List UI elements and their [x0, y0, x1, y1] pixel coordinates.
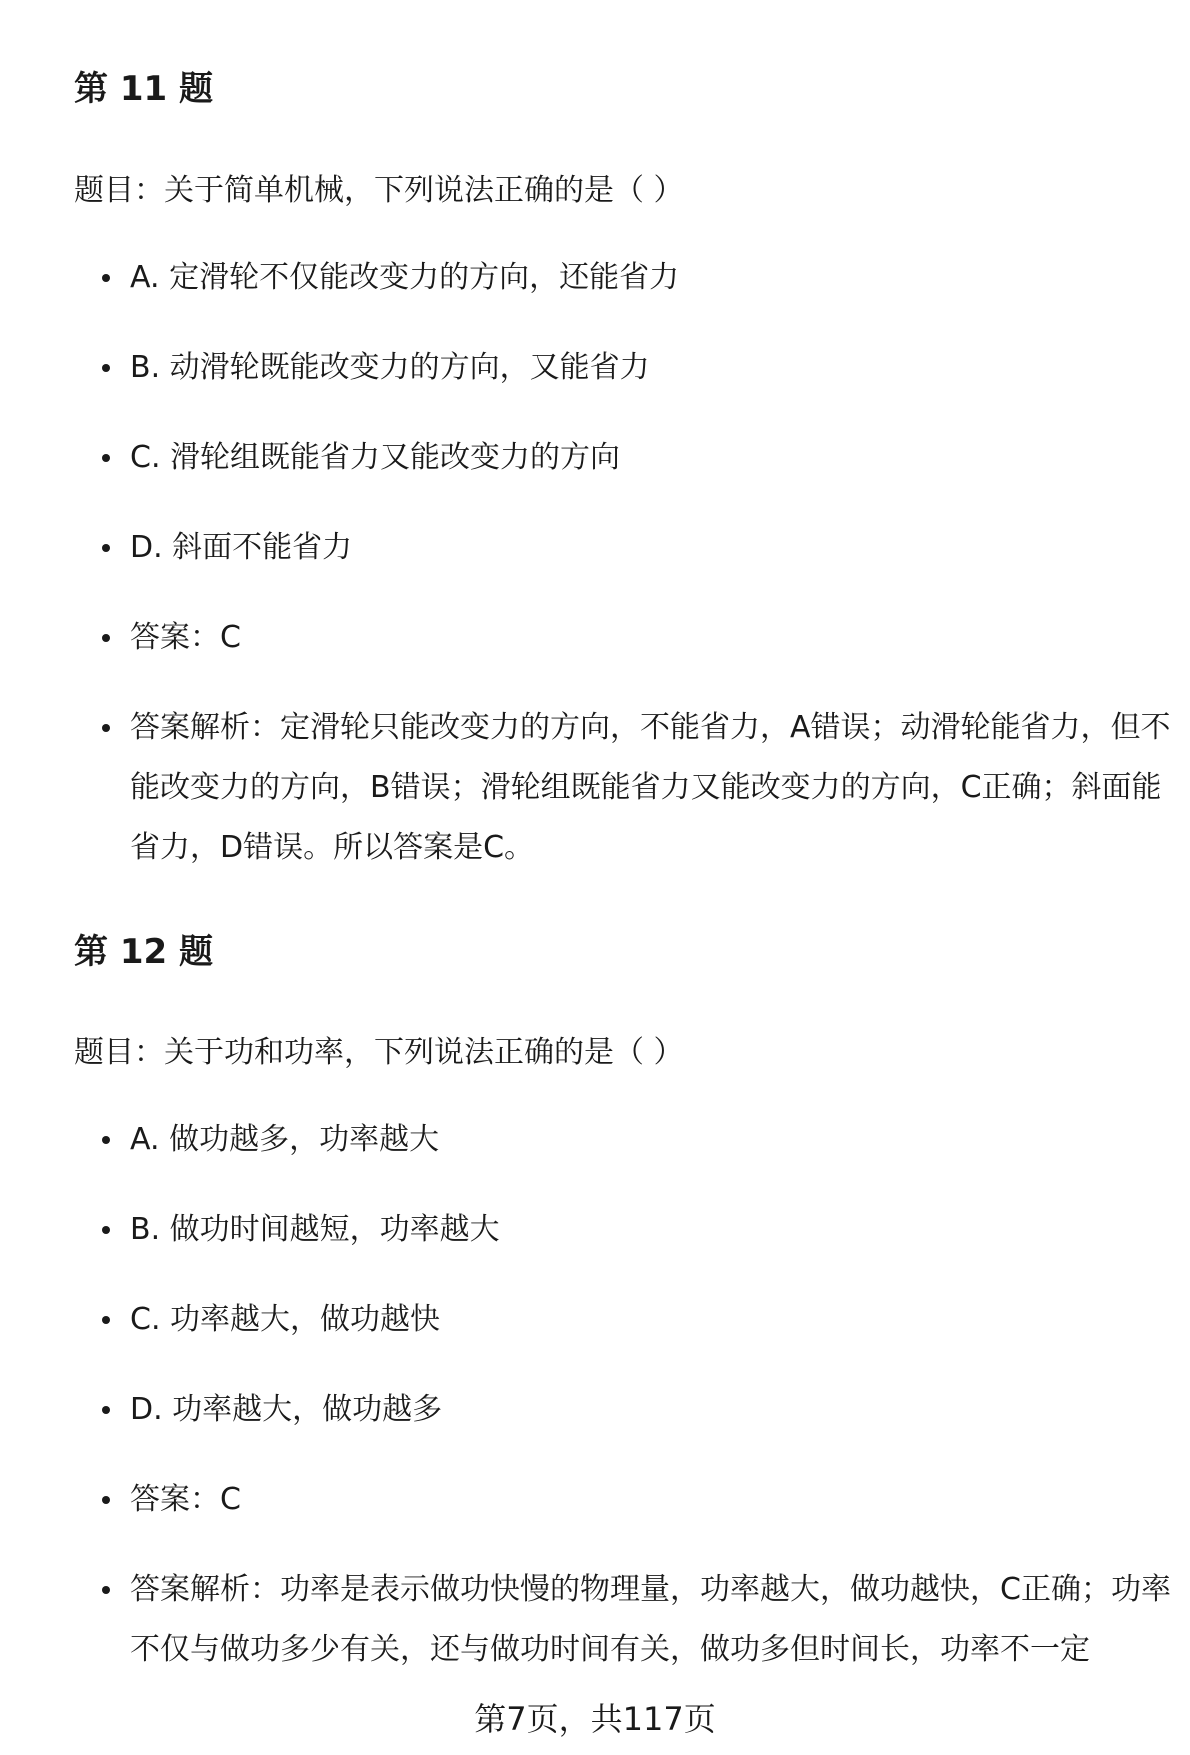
- question-title: 第 11 题: [74, 69, 213, 109]
- bullet-icon: [102, 1226, 110, 1234]
- page-footer: 第7页，共117页: [474, 1700, 716, 1738]
- option-item: [102, 1380, 1172, 1440]
- option-text: B. 动滑轮既能改变力的方向，又能省力: [130, 350, 650, 385]
- option-item: [102, 1110, 1172, 1170]
- option-text: B. 做功时间越短，功率越大: [130, 1212, 500, 1247]
- question-stem: 题目：关于功和功率，下列说法正确的是（ ）: [74, 1035, 684, 1070]
- bullet-icon: [102, 1136, 110, 1144]
- bullet-icon: [102, 274, 110, 282]
- option-item: [102, 338, 1172, 398]
- answer-item: [102, 1470, 1172, 1530]
- option-text: A. 做功越多，功率越大: [130, 1122, 440, 1157]
- option-text: C. 滑轮组既能省力又能改变力的方向: [130, 440, 621, 475]
- option-item: [102, 428, 1172, 488]
- explanation-item: [102, 1560, 1172, 1680]
- explanation-item: [102, 698, 1172, 878]
- option-text: D. 斜面不能省力: [130, 530, 353, 565]
- option-item: [102, 518, 1172, 578]
- option-item: [102, 1200, 1172, 1260]
- option-text: A. 定滑轮不仅能改变力的方向，还能省力: [130, 260, 680, 295]
- bullet-icon: [102, 1496, 110, 1504]
- answer-text: 答案：C: [130, 620, 241, 655]
- bullet-icon: [102, 634, 110, 642]
- explanation-text: 答案解析：功率是表示做功快慢的物理量，功率越大，做功越快，C正确；功率不仅与做功多少有关，还与做功时间有关，做功多但时间长，功率不一定: [130, 1572, 1171, 1667]
- explanation-text: 答案解析：定滑轮只能改变力的方向，不能省力，A错误；动滑轮能省力，但不能改变力的方向，B错误；滑轮组既能省力又能改变力的方向，C正确；斜面能省力，D错误。所以答案是C。: [130, 710, 1171, 865]
- option-item: [102, 248, 1172, 308]
- option-text: C. 功率越大，做功越快: [130, 1302, 441, 1337]
- question-title: 第 12 题: [74, 932, 213, 972]
- option-text: D. 功率越大，做功越多: [130, 1392, 443, 1427]
- question-stem: 题目：关于简单机械，下列说法正确的是（ ）: [74, 173, 684, 208]
- answer-item: [102, 608, 1172, 668]
- answer-text: 答案：C: [130, 1482, 241, 1517]
- bullet-icon: [102, 1316, 110, 1324]
- bullet-icon: [102, 1586, 110, 1594]
- option-item: [102, 1290, 1172, 1350]
- bullet-icon: [102, 544, 110, 552]
- bullet-icon: [102, 1406, 110, 1414]
- bullet-icon: [102, 364, 110, 372]
- bullet-icon: [102, 724, 110, 732]
- bullet-icon: [102, 454, 110, 462]
